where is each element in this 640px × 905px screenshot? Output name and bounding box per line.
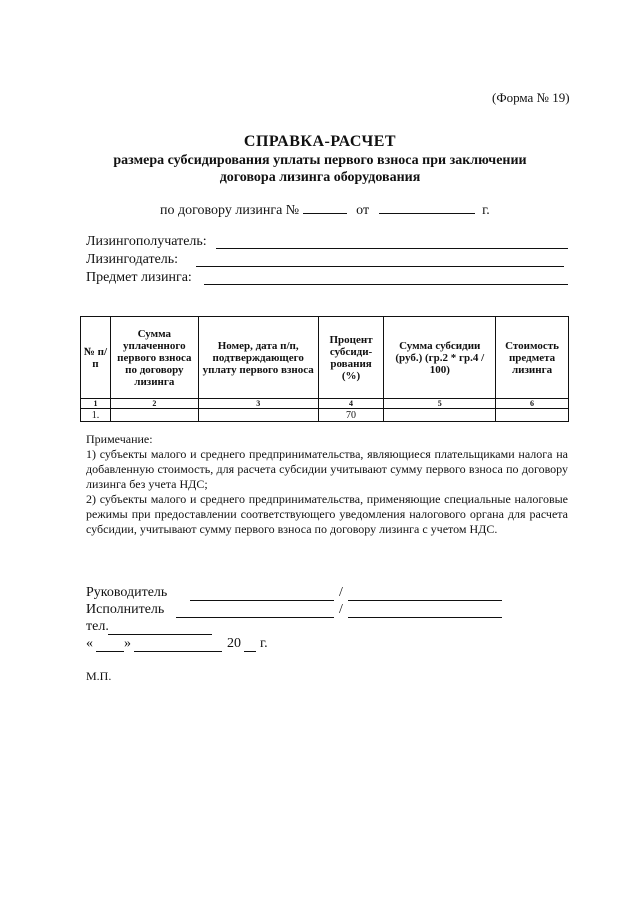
stamp-placeholder: М.П. (86, 669, 112, 683)
executor-name-blank[interactable] (348, 617, 502, 618)
header-row-number: № п/п (81, 317, 111, 399)
cell-payment-order[interactable] (198, 409, 318, 422)
table-row (81, 409, 569, 422)
executor-signature-row (86, 602, 506, 618)
subtitle-line-2: договора лизинга оборудования (219, 170, 421, 185)
table-column-numbers (81, 399, 569, 409)
date-year-blank[interactable] (244, 651, 256, 652)
contract-year-suffix: г. (482, 203, 490, 218)
lessor-field (86, 252, 570, 268)
notes-section (86, 432, 568, 537)
column-number: 1 (81, 399, 111, 409)
lessee-field (86, 234, 570, 250)
cell-subsidy-amount[interactable] (384, 409, 496, 422)
head-signature-row (86, 585, 506, 601)
contract-number-blank[interactable] (303, 201, 347, 214)
subject-label: Предмет лизинга: (86, 270, 192, 285)
cell-row-number[interactable]: 1. (81, 409, 111, 422)
executor-separator: / (339, 602, 343, 617)
column-number: 4 (318, 399, 384, 409)
cell-first-payment[interactable] (110, 409, 198, 422)
lessor-blank[interactable] (196, 266, 564, 267)
column-number: 3 (198, 399, 318, 409)
phone-label: тел. (86, 619, 109, 634)
phone-blank[interactable] (108, 634, 212, 635)
contract-line (160, 201, 490, 219)
contract-from-label: от (356, 203, 370, 218)
subject-field (86, 270, 570, 286)
form-number: (Форма № 19) (492, 90, 570, 105)
executor-label: Исполнитель (86, 602, 165, 617)
date-year-prefix: 20 (227, 636, 241, 651)
header-subsidy-amount: Сумма субсидии (руб.) (гр.2 * гр.4 / 100) (384, 317, 496, 399)
subtitle-line-1: размера субсидирования уплаты первого взноса при заключении (113, 153, 527, 168)
date-row (86, 636, 286, 652)
contract-date-blank[interactable] (379, 201, 475, 214)
document-title: СПРАВКА-РАСЧЕТ (243, 133, 397, 150)
lessee-blank[interactable] (216, 248, 568, 249)
cell-subsidy-percent[interactable]: 70 (318, 409, 384, 422)
date-suffix: г. (260, 636, 268, 651)
header-subject-cost: Стоимость предмета лизинга (496, 317, 569, 399)
document-subtitle (80, 152, 560, 186)
column-number: 6 (496, 399, 569, 409)
date-open-quote: « (86, 636, 93, 651)
head-separator: / (339, 585, 343, 600)
date-day-blank[interactable] (96, 651, 124, 652)
subject-blank[interactable] (204, 284, 568, 285)
note-item-1: 1) субъекты малого и среднего предпринимательства, являющиеся плательщиками налога на добавленную стоимость, для расчета субсидии учитывают сумму первого взноса по договору лизинга без учета НДС; (86, 447, 568, 491)
header-first-payment: Сумма уплаченного первого взноса по договору лизинга (110, 317, 198, 399)
note-item-2: 2) субъекты малого и среднего предпринимательства, применяющие специальные налоговые режимы при предоставлении соответствующего уведомления налогового органа для расчета субсидии, учитывают сумму первого взноса по договору лизинга с учетом НДС. (86, 492, 568, 536)
head-label: Руководитель (86, 585, 168, 600)
notes-heading: Примечание: (86, 432, 153, 446)
phone-row (86, 619, 286, 635)
header-payment-order: Номер, дата п/п, подтверждающего уплату первого взноса (198, 317, 318, 399)
contract-prefix: по договору лизинга № (160, 203, 300, 218)
date-month-blank[interactable] (134, 651, 222, 652)
date-close-quote: » (124, 636, 131, 651)
column-number: 2 (110, 399, 198, 409)
head-name-blank[interactable] (348, 600, 502, 601)
table-header-row (81, 317, 569, 399)
column-number: 5 (384, 399, 496, 409)
subsidy-table (80, 316, 569, 422)
lessee-label: Лизингополучатель: (86, 234, 207, 249)
cell-subject-cost[interactable] (496, 409, 569, 422)
executor-signature-blank[interactable] (176, 617, 334, 618)
header-subsidy-percent: Процент субсиди-рования (%) (318, 317, 384, 399)
lessor-label: Лизингодатель: (86, 252, 179, 267)
head-signature-blank[interactable] (190, 600, 334, 601)
